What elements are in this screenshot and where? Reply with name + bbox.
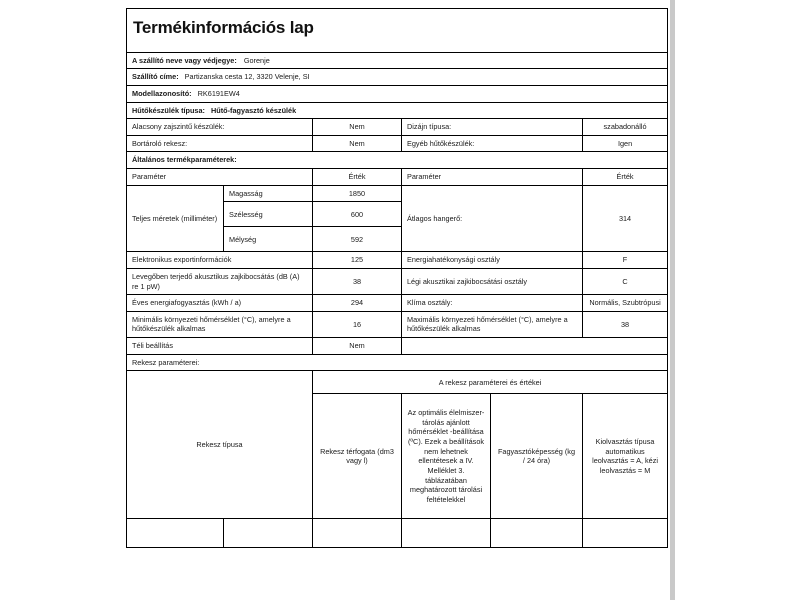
dimension-value-height: 1850 xyxy=(313,185,402,202)
compartment-group-header-row xyxy=(127,371,668,394)
winter-setting-value: Nem xyxy=(313,338,402,355)
general-row-2 xyxy=(127,295,668,312)
climate-class-value: Normális, Szubtrópusi xyxy=(583,295,668,312)
compartment-section-heading-row xyxy=(127,354,668,371)
product-information-sheet xyxy=(126,8,667,548)
general-row-0 xyxy=(127,252,668,269)
other-appliance-label: Egyéb hűtőkészülék: xyxy=(402,135,583,152)
header-value-right: Érték xyxy=(583,169,668,186)
compartment-volume-header: Rekesz térfogata (dm3 vagy l) xyxy=(313,394,402,519)
design-type-label: Dizájn típusa: xyxy=(402,119,583,136)
model-label: Modellazonosító: xyxy=(132,88,192,98)
appliance-type-row xyxy=(127,102,668,119)
noise-class-value: C xyxy=(583,268,668,294)
dimension-value-width: 600 xyxy=(313,202,402,227)
model-value: RK6191EW4 xyxy=(197,88,240,98)
max-ambient-temp-value: 38 xyxy=(583,311,668,337)
supplier-address-cell xyxy=(127,69,668,86)
appliance-type-value: Hűtő-fagyasztó készülék xyxy=(211,105,297,115)
dimension-row-height xyxy=(127,185,668,202)
general-row-3 xyxy=(127,311,668,337)
dimension-name-width: Szélesség xyxy=(224,202,313,227)
general-row-1 xyxy=(127,268,668,294)
model-row xyxy=(127,85,668,102)
energy-class-value: F xyxy=(583,252,668,269)
header-value-left: Érték xyxy=(313,169,402,186)
header-param-right: Paraméter xyxy=(402,169,583,186)
winter-setting-row xyxy=(127,338,668,355)
supplier-name-label: A szállító neve vagy védjegye: xyxy=(132,55,237,65)
compartment-cell-type-b xyxy=(224,519,313,548)
dimension-name-height: Magasság xyxy=(224,185,313,202)
average-noise-value: 314 xyxy=(583,185,668,252)
compartment-freezing-header: Fagyasztóképesség (kg / 24 óra) xyxy=(491,394,583,519)
compartment-data-row xyxy=(127,519,668,548)
export-info-value: 125 xyxy=(313,252,402,269)
noise-class-label: Légi akusztikai zajkibocsátási osztály xyxy=(402,268,583,294)
max-ambient-temp-label: Maximális környezeti hőmérséklet (°C), amelyre a hűtőkészülék alkalmas xyxy=(402,311,583,337)
compartment-section-heading: Rekesz paraméterei: xyxy=(127,354,668,371)
appliance-type-cell xyxy=(127,102,668,119)
supplier-address-row xyxy=(127,69,668,86)
appliance-type-label: Hűtőkészülék típusa: xyxy=(132,105,205,115)
compartment-cell-volume xyxy=(313,519,402,548)
compartment-cell-freezing xyxy=(491,519,583,548)
supplier-address-label: Szállító címe: xyxy=(132,72,179,82)
export-info-label: Elektronikus exportinformációk xyxy=(127,252,313,269)
compartment-group-header: A rekesz paraméterei és értékei xyxy=(313,371,668,394)
general-column-header-row xyxy=(127,169,668,186)
wine-compartment-value: Nem xyxy=(313,135,402,152)
airborne-noise-value: 38 xyxy=(313,268,402,294)
annual-energy-value: 294 xyxy=(313,295,402,312)
page-title: Termékinformációs lap xyxy=(133,18,314,37)
product-info-table xyxy=(126,8,668,548)
winter-setting-label: Téli beállítás xyxy=(127,338,313,355)
quick-row-0 xyxy=(127,119,668,136)
compartment-type-header: Rekesz típusa xyxy=(127,371,313,519)
other-appliance-value: Igen xyxy=(583,135,668,152)
compartment-cell-temperature xyxy=(402,519,491,548)
climate-class-label: Klíma osztály: xyxy=(402,295,583,312)
compartment-defrost-header: Kiolvasztás típusa automatikus leolvasztás = A, kézi leolvasztás = M xyxy=(583,394,668,519)
min-ambient-temp-label: Minimális környezeti hőmérséklet (°C), amelyre a hűtőkészülék alkalmas xyxy=(127,311,313,337)
winter-setting-empty-cell xyxy=(402,338,668,355)
general-section-heading: Általános termékparaméterek: xyxy=(127,152,668,169)
supplier-name-cell xyxy=(127,52,668,69)
airborne-noise-label: Levegőben terjedő akusztikus zajkibocsátás (dB (A) re 1 pW) xyxy=(127,268,313,294)
compartment-cell-type-a xyxy=(127,519,224,548)
header-param-left: Paraméter xyxy=(127,169,313,186)
overall-dimensions-label: Teljes méretek (milliméter) xyxy=(127,185,224,252)
title-cell xyxy=(127,9,668,53)
annual-energy-label: Éves energiafogyasztás (kWh / a) xyxy=(127,295,313,312)
supplier-address-value: Partizanska cesta 12, 3320 Velenje, SI xyxy=(184,72,310,82)
supplier-name-row xyxy=(127,52,668,69)
compartment-cell-defrost xyxy=(583,519,668,548)
low-noise-label: Alacsony zajszintű készülék: xyxy=(127,119,313,136)
general-section-heading-row xyxy=(127,152,668,169)
min-ambient-temp-value: 16 xyxy=(313,311,402,337)
dimension-name-depth: Mélység xyxy=(224,227,313,252)
low-noise-value: Nem xyxy=(313,119,402,136)
compartment-temperature-header: Az optimális élelmiszer-tárolás ajánlott hőmérséklet -beállítása (ºC). Ezek a beállítások nem lehetnek ellentétesek a IV. Melléklet 3. táblázatában meghatározott tárolási feltételekkel xyxy=(402,394,491,519)
design-type-value: szabadonálló xyxy=(583,119,668,136)
model-cell xyxy=(127,85,668,102)
dimension-value-depth: 592 xyxy=(313,227,402,252)
wine-compartment-label: Bortároló rekesz: xyxy=(127,135,313,152)
energy-class-label: Energiahatékonysági osztály xyxy=(402,252,583,269)
vertical-scrollbar[interactable] xyxy=(670,0,675,600)
quick-row-1 xyxy=(127,135,668,152)
title-row xyxy=(127,9,668,53)
average-noise-label: Átlagos hangerő: xyxy=(402,185,583,252)
supplier-name-value: Gorenje xyxy=(243,55,270,65)
